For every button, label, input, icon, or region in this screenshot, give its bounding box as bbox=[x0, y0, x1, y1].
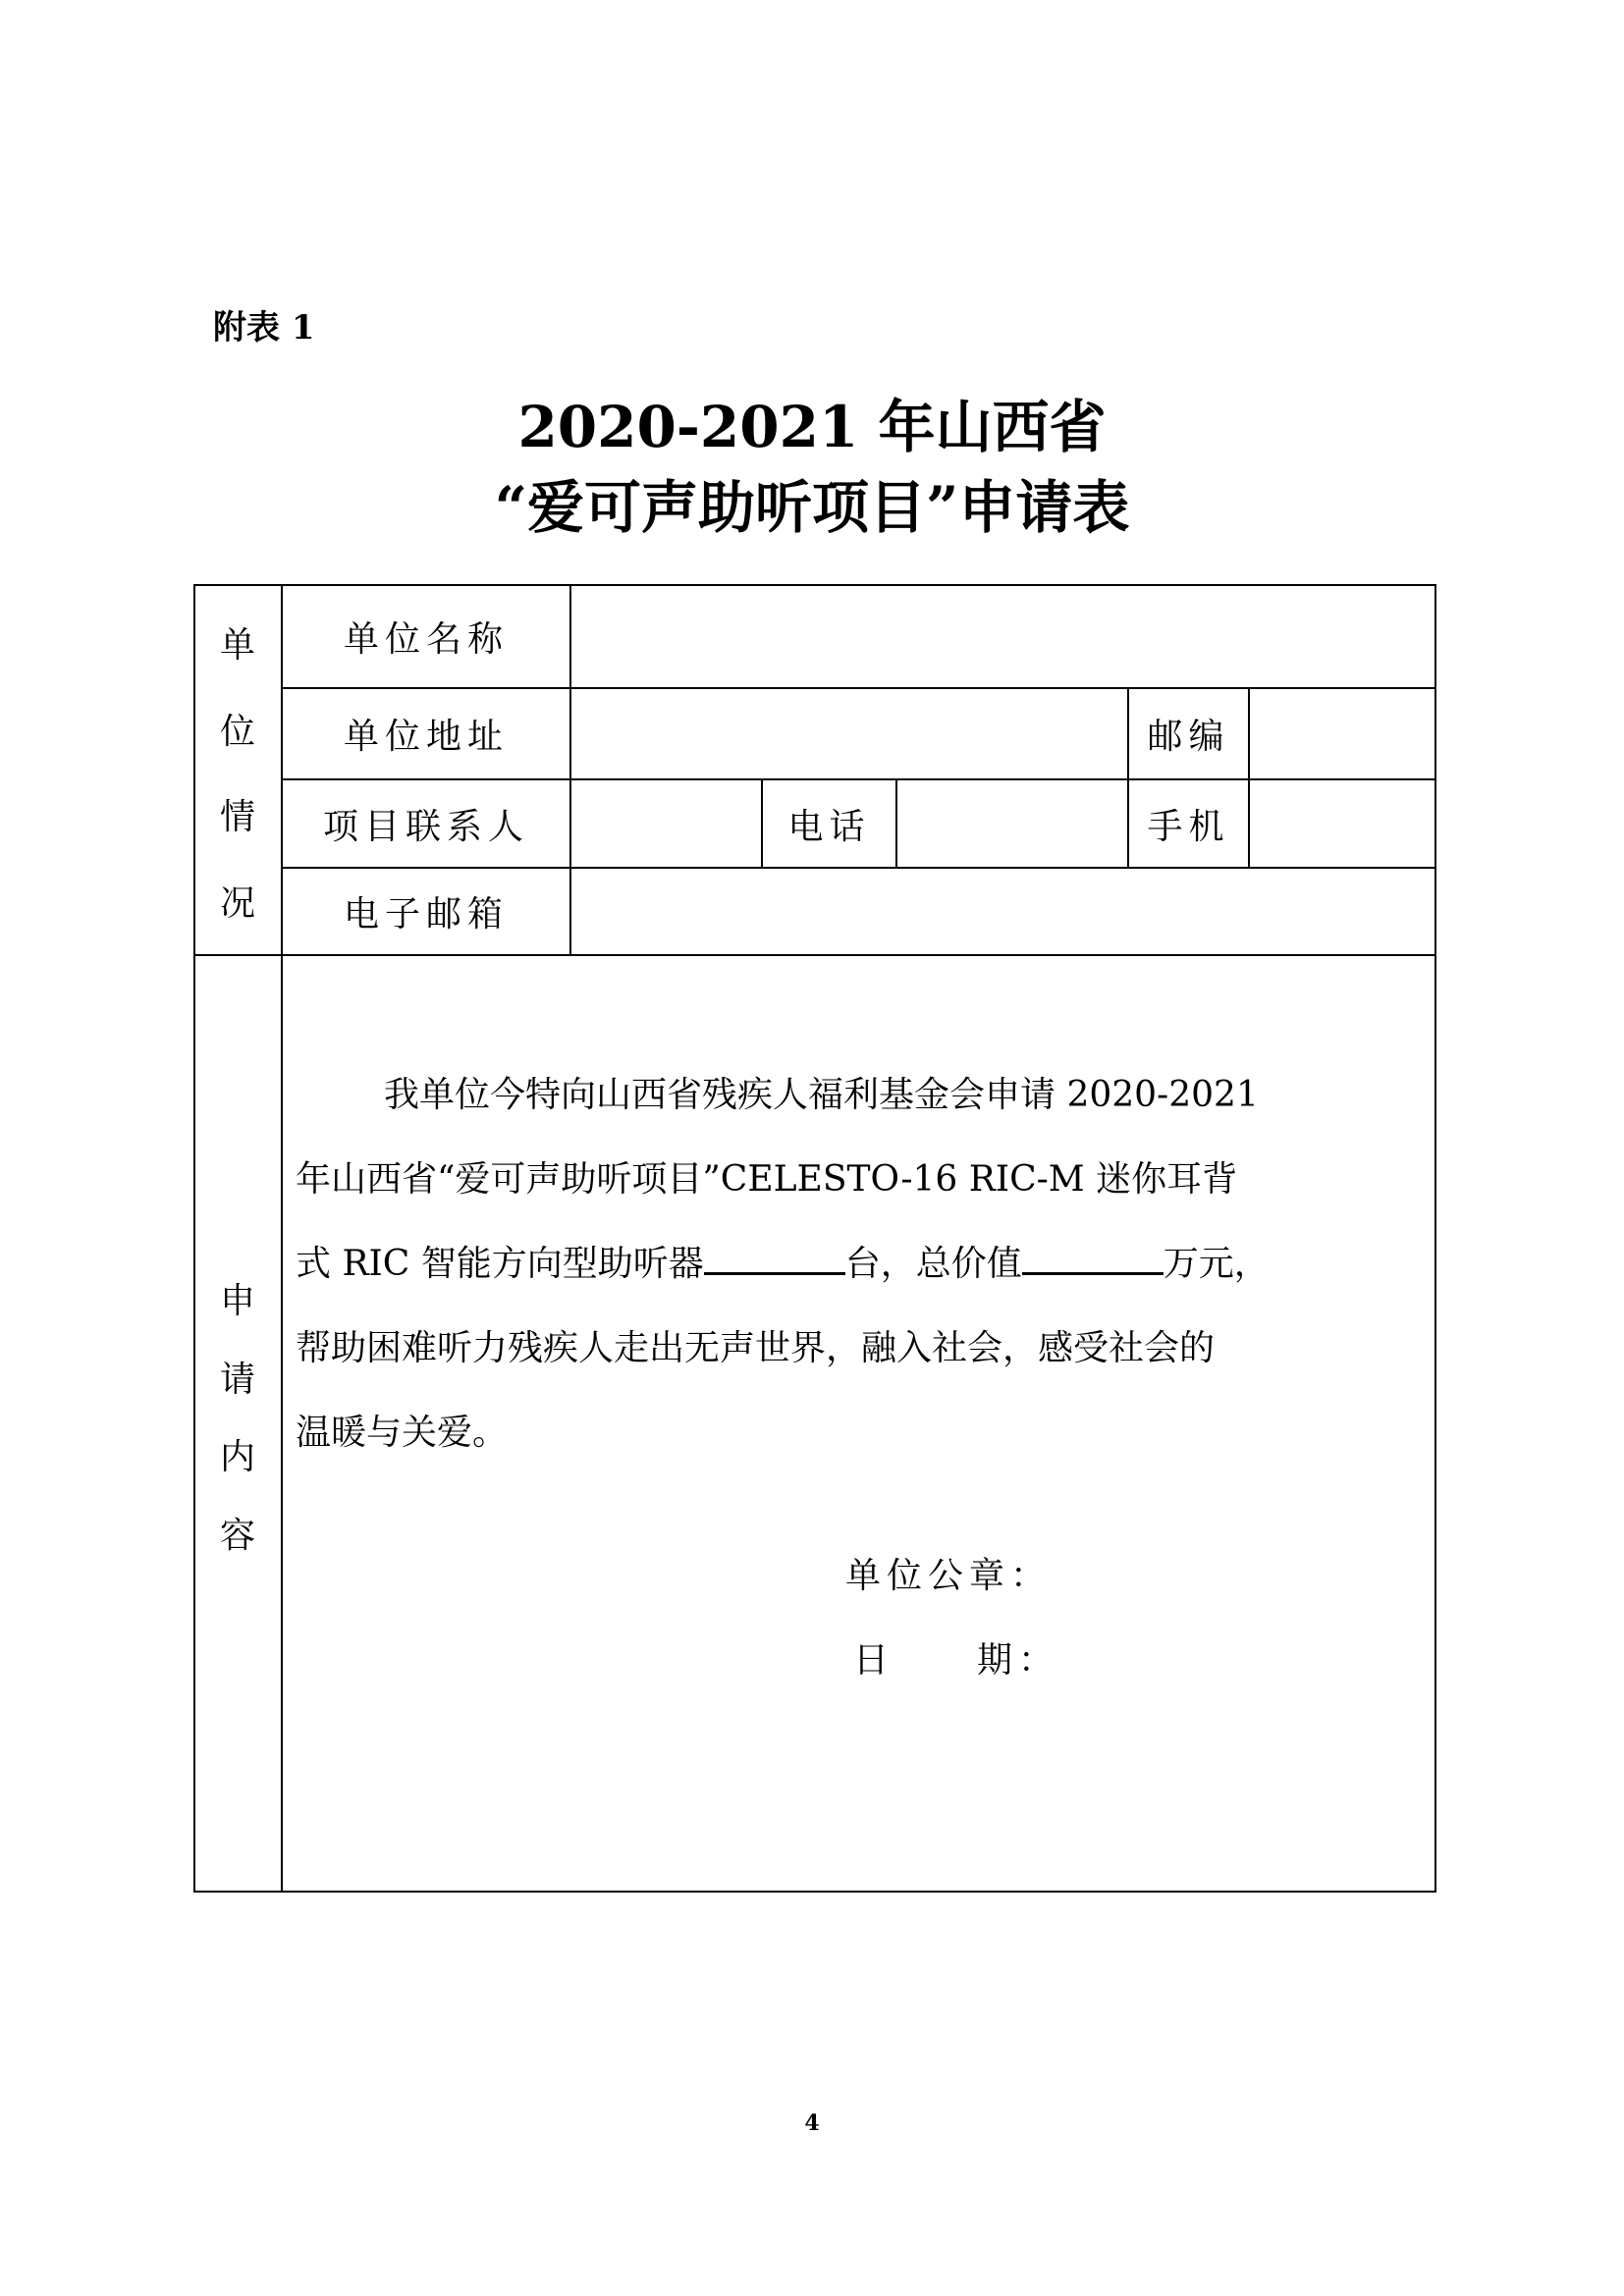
side-char: 申 bbox=[219, 1281, 255, 1321]
paragraph-line-2: 年山西省“爱可声助听项目”CELESTO-16 RIC-M 迷你耳背 bbox=[296, 1159, 1238, 1200]
side-char: 情 bbox=[219, 797, 255, 838]
side-char: 内 bbox=[219, 1437, 255, 1478]
postcode-label: 邮编 bbox=[1147, 717, 1230, 757]
form-title-line2: “爱可声助听项目”申请表 bbox=[494, 474, 1130, 541]
currency-label: 万元， bbox=[1163, 1244, 1270, 1284]
form-title-line1: 2020-2021 年山西省 bbox=[517, 394, 1107, 460]
contact-field[interactable] bbox=[570, 779, 762, 868]
quantity-blank[interactable] bbox=[704, 1243, 845, 1275]
attachment-label: 附表 1 bbox=[213, 308, 315, 347]
date-label: 日 期： bbox=[853, 1640, 1060, 1681]
paragraph-line-3 bbox=[296, 1222, 1415, 1307]
unit-name-label: 单位名称 bbox=[343, 618, 509, 660]
unit-and-total-label: 台，总价值 bbox=[844, 1244, 1022, 1284]
email-label: 电子邮箱 bbox=[343, 894, 509, 934]
email-field[interactable] bbox=[570, 868, 1435, 955]
side-char: 况 bbox=[219, 882, 255, 924]
phone-label: 电话 bbox=[787, 806, 871, 847]
paragraph-line-1: 我单位今特向山西省残疾人福利基金会申请 2020-2021 bbox=[384, 1075, 1259, 1115]
side-char: 请 bbox=[219, 1359, 255, 1400]
paragraph-line-4: 帮助困难听力残疾人走出无声世界，融入社会，感受社会的 bbox=[296, 1328, 1216, 1368]
mobile-label: 手机 bbox=[1147, 806, 1230, 847]
unit-info-side-label bbox=[193, 617, 282, 926]
side-char: 容 bbox=[219, 1515, 255, 1556]
postcode-field[interactable] bbox=[1249, 688, 1435, 779]
side-char: 位 bbox=[219, 711, 255, 752]
total-value-blank[interactable] bbox=[1022, 1243, 1164, 1275]
application-paragraph bbox=[296, 1053, 1415, 1475]
phone-field[interactable] bbox=[896, 779, 1128, 868]
device-text: 式 RIC 智能方向型助听器 bbox=[296, 1244, 704, 1284]
side-char: 单 bbox=[219, 625, 255, 666]
application-table bbox=[193, 584, 1436, 1893]
unit-name-field[interactable] bbox=[570, 584, 1435, 688]
unit-address-field[interactable] bbox=[570, 688, 1128, 779]
seal-label: 单位公章： bbox=[845, 1556, 1053, 1596]
contact-label: 项目联系人 bbox=[322, 806, 529, 847]
paragraph-line-5: 温暖与关爱。 bbox=[296, 1413, 509, 1453]
page-number: 4 bbox=[804, 2110, 820, 2136]
unit-address-label: 单位地址 bbox=[343, 717, 509, 757]
application-side-label bbox=[193, 1273, 282, 1558]
mobile-field[interactable] bbox=[1249, 779, 1435, 868]
